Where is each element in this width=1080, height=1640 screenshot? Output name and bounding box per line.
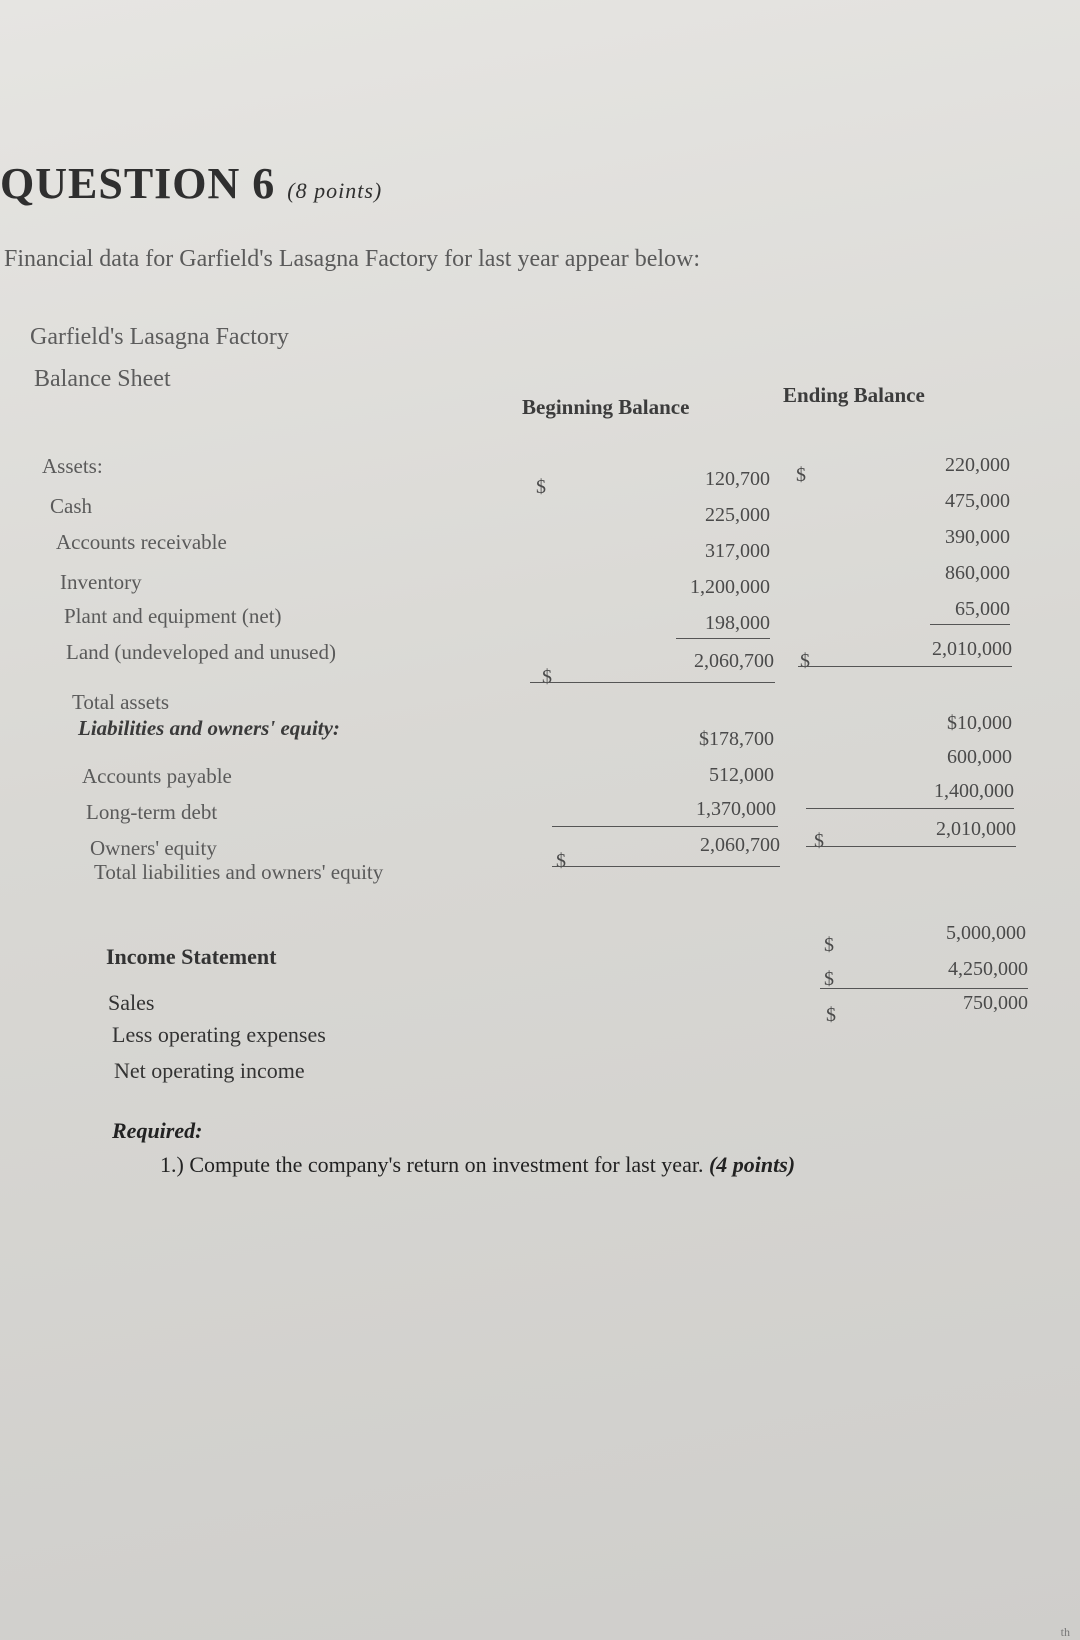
- asset-end-land: 65,000: [955, 598, 1010, 620]
- balance-sheet-title: Balance Sheet: [34, 366, 171, 392]
- asset-label-receivable: Accounts receivable: [56, 530, 227, 554]
- dollar-sign: $: [814, 830, 824, 852]
- total-liabilities-end: 2,010,000: [936, 818, 1016, 840]
- total-assets-label: Total assets: [72, 690, 170, 714]
- asset-label-land: Land (undeveloped and unused): [66, 640, 336, 664]
- column-header-ending: Ending Balance: [783, 383, 925, 407]
- question-number: QUESTION 6: [0, 159, 276, 208]
- question-title: [0, 158, 382, 209]
- liability-label-payable: Accounts payable: [82, 764, 232, 788]
- asset-begin-cash: 120,700: [705, 468, 770, 490]
- required-task-points: (4 points): [708, 1152, 796, 1177]
- total-assets-begin: 2,060,700: [694, 650, 774, 672]
- asset-label-cash: Cash: [50, 494, 92, 518]
- asset-end-receivable: 475,000: [945, 490, 1010, 512]
- question-points: (8 points): [287, 178, 383, 203]
- required-task-text: 1.) Compute the company's return on investment for last year.: [160, 1152, 704, 1177]
- assets-heading: Assets:: [42, 454, 103, 478]
- dollar-sign: $: [542, 666, 552, 688]
- column-header-beginning: Beginning Balance: [522, 395, 690, 419]
- intro-text: Financial data for Garfield's Lasagna Factory for last year appear below:: [4, 246, 701, 272]
- income-value-expenses: 4,250,000: [948, 958, 1028, 980]
- income-value-net: 750,000: [963, 992, 1028, 1014]
- income-value-sales: 5,000,000: [946, 922, 1026, 944]
- liability-begin-debt: 512,000: [709, 764, 774, 786]
- asset-begin-land: 198,000: [705, 612, 770, 634]
- income-statement-heading: Income Statement: [106, 944, 277, 969]
- dollar-sign: $: [796, 464, 806, 486]
- asset-end-plant: 860,000: [945, 562, 1010, 584]
- liability-end-payable: $10,000: [947, 712, 1012, 734]
- edge-text: th: [1060, 1625, 1070, 1639]
- liability-begin-equity: 1,370,000: [696, 798, 776, 820]
- dollar-sign: $: [800, 650, 810, 672]
- asset-begin-inventory: 317,000: [705, 540, 770, 562]
- dollar-sign: $: [556, 850, 566, 872]
- required-heading: Required:: [112, 1118, 203, 1143]
- asset-begin-receivable: 225,000: [705, 504, 770, 526]
- income-label-sales: Sales: [108, 990, 155, 1015]
- income-label-net: Net operating income: [114, 1058, 305, 1083]
- total-liabilities-begin: 2,060,700: [700, 834, 780, 856]
- liability-begin-payable: $178,700: [699, 728, 774, 750]
- dollar-sign: $: [824, 934, 834, 956]
- dollar-sign: $: [536, 476, 546, 498]
- asset-begin-plant: 1,200,000: [690, 576, 770, 598]
- asset-end-cash: 220,000: [945, 454, 1010, 476]
- total-liabilities-label: Total liabilities and owners' equity: [94, 860, 384, 884]
- total-assets-end: 2,010,000: [932, 638, 1012, 660]
- liability-label-equity: Owners' equity: [90, 836, 217, 860]
- liability-end-debt: 600,000: [947, 746, 1012, 768]
- asset-label-inventory: Inventory: [60, 570, 142, 594]
- dollar-sign: $: [826, 1004, 836, 1026]
- asset-label-plant: Plant and equipment (net): [64, 604, 282, 628]
- liabilities-heading: Liabilities and owners' equity:: [78, 716, 340, 740]
- income-label-expenses: Less operating expenses: [112, 1022, 326, 1047]
- dollar-sign: $: [824, 968, 834, 990]
- asset-end-inventory: 390,000: [945, 526, 1010, 548]
- liability-label-debt: Long-term debt: [86, 800, 218, 824]
- company-name: Garfield's Lasagna Factory: [30, 324, 289, 350]
- required-task: [160, 1152, 795, 1178]
- liability-end-equity: 1,400,000: [934, 780, 1014, 802]
